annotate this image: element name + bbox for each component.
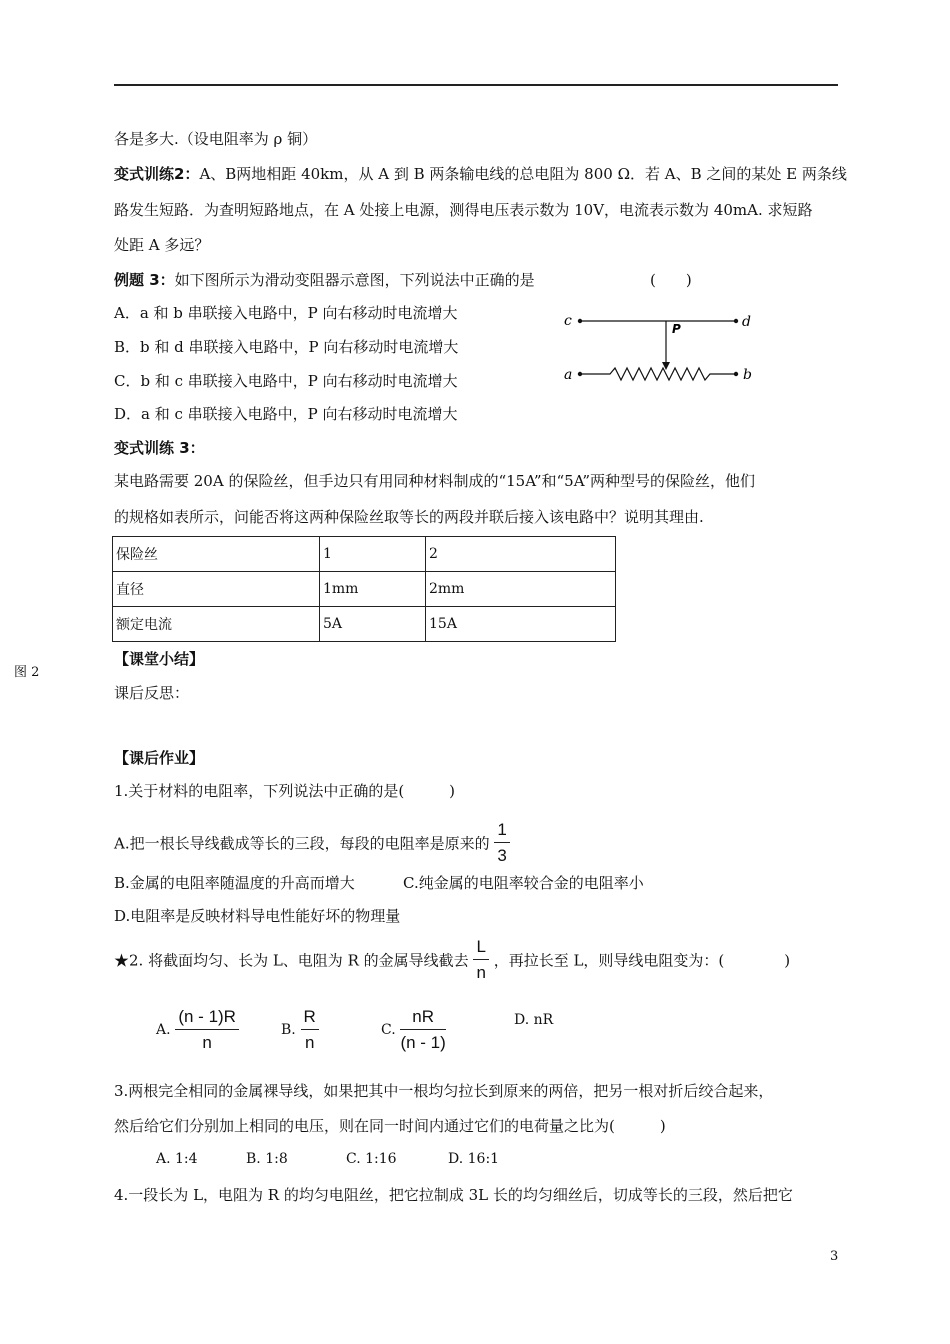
figure-2-label: 图 2 — [14, 665, 40, 680]
q2-option-b — [281, 1007, 319, 1053]
q2-option-b-label: B. — [281, 1022, 296, 1038]
variant2-text1: A、B两地相距 40km，从 A 到 B 两条输电线的总电阻为 800 Ω．若 A、B 之间的某处 E 两条线 — [199, 165, 847, 183]
variant2-label: 变式训练2： — [114, 165, 200, 183]
table-row — [113, 607, 616, 642]
q2-stem-pre: ★2. 将截面均匀、长为 L、电阻为 R 的金属导线截去 — [114, 951, 469, 970]
q3-option-b: B. 1:8 — [246, 1151, 288, 1167]
q1-option-b: B.金属的电阻率随温度的升高而增大 — [114, 874, 355, 892]
q3-line2: 然后给它们分别加上相同的电压，则在同一时间内通过它们的电荷量之比为( ) — [114, 1117, 666, 1135]
rheostat-figure — [560, 306, 760, 386]
top-text: 各是多大.（设电阻率为 ρ 铜） — [114, 130, 318, 148]
l-over-n-fraction — [473, 937, 488, 983]
one-third-fraction — [494, 820, 509, 866]
table-cell: 15A — [426, 607, 616, 642]
q1-option-d: D.电阻率是反映材料导电性能好坏的物理量 — [114, 907, 401, 925]
example3-option-a: A．a 和 b 串联接入电路中，P 向右移动时电流增大 — [114, 304, 458, 322]
q4-line1: 4.一段长为 L，电阻为 R 的均匀电阻丝，把它拉制成 3L 长的均匀细丝后，切成等长的三段，然后把它 — [114, 1186, 793, 1204]
q2-stem — [114, 937, 790, 983]
terminal-a-label: a — [564, 367, 573, 383]
terminal-d-label: d — [742, 314, 751, 330]
table-cell: 2mm — [426, 572, 616, 607]
fraction-denominator: n — [304, 1033, 315, 1052]
q2-option-c — [381, 1007, 446, 1053]
q1-option-a — [114, 820, 510, 866]
example3-question: 如下图所示为滑动变阻器示意图，下列说法中正确的是 — [174, 271, 535, 289]
variant3-line2: 的规格如表所示，问能否将这两种保险丝取等长的两段并联后接入该电路中？说明其理由. — [114, 508, 704, 526]
homework-heading: 【课后作业】 — [114, 749, 205, 767]
example3-option-b: B．b 和 d 串联接入电路中，P 向右移动时电流增大 — [114, 338, 459, 356]
example3-label: 例题 3： — [114, 271, 175, 289]
table-cell: 直径 — [113, 572, 320, 607]
reflection-label: 课后反思： — [114, 684, 190, 702]
table-cell: 5A — [320, 607, 426, 642]
q1-option-a-text: A.把一根长导线截成等长的三段，每段的电阻率是原来的 — [114, 834, 490, 853]
table-cell: 保险丝 — [113, 537, 320, 572]
terminal-c-label: c — [564, 313, 572, 329]
terminal-d-dot — [734, 319, 738, 323]
terminal-b-label: b — [743, 367, 752, 383]
variant3-label: 变式训练 3： — [114, 439, 205, 457]
table-cell: 1 — [320, 537, 426, 572]
table-row — [113, 537, 616, 572]
q2-stem-post: ，再拉长至 L，则导线电阻变为：( ) — [493, 951, 791, 970]
variant2-line1 — [114, 163, 847, 184]
page-number: 3 — [830, 1249, 839, 1264]
q2-option-d: D. nR — [514, 1012, 554, 1028]
q3-option-a: A. 1:4 — [156, 1151, 198, 1167]
fraction-numerator: 1 — [494, 820, 509, 843]
example3-stem — [114, 269, 535, 290]
q3-option-d: D. 16:1 — [448, 1151, 500, 1167]
q2-option-a-label: A. — [156, 1022, 171, 1038]
fraction-denominator: n — [476, 963, 486, 982]
fuse-spec-table — [112, 536, 616, 642]
table-row — [113, 572, 616, 607]
q2-option-c-fraction — [400, 1007, 445, 1053]
q2-option-c-label: C. — [381, 1022, 396, 1038]
q3-option-c: C. 1:16 — [346, 1151, 397, 1167]
variant2-line2: 路发生短路．为查明短路地点，在 A 处接上电源，测得电压表示数为 10V，电流表示数为 40mA. 求短路 — [114, 201, 813, 219]
fraction-denominator: n — [202, 1033, 212, 1052]
table-cell: 2 — [426, 537, 616, 572]
example3-bracket: ( ) — [650, 271, 692, 289]
q1-option-c: C.纯金属的电阻率较合金的电阻率小 — [403, 874, 644, 892]
table-cell: 额定电流 — [113, 607, 320, 642]
example3-option-c: C．b 和 c 串联接入电路中，P 向右移动时电流增大 — [114, 372, 458, 390]
fraction-denominator: (n - 1) — [400, 1033, 446, 1052]
variant2-line3: 处距 A 多远？ — [114, 236, 210, 254]
fraction-numerator: R — [301, 1007, 319, 1030]
q2-option-a — [156, 1007, 239, 1053]
fraction-numerator: L — [473, 937, 488, 960]
fraction-denominator: 3 — [497, 846, 507, 865]
variant3-line1: 某电路需要 20A 的保险丝，但手边只有用同种材料制成的“15A”和“5A”两种型号的保险丝，他们 — [114, 472, 756, 490]
slider-p-label: P — [672, 322, 681, 336]
q2-option-a-fraction — [175, 1007, 239, 1053]
terminal-b-dot — [734, 372, 738, 376]
q3-line1: 3.两根完全相同的金属裸导线，如果把其中一根均匀拉长到原来的两倍，把另一根对折后绞合起来， — [114, 1082, 774, 1100]
header-rule — [114, 84, 838, 86]
summary-heading: 【课堂小结】 — [114, 650, 205, 668]
fraction-numerator: (n - 1)R — [175, 1007, 239, 1030]
resistance-coil — [580, 368, 736, 380]
q1-stem: 1.关于材料的电阻率，下列说法中正确的是( ) — [114, 782, 456, 800]
fraction-numerator: nR — [400, 1007, 445, 1030]
q2-option-b-fraction — [301, 1007, 319, 1053]
example3-option-d: D．a 和 c 串联接入电路中，P 向右移动时电流增大 — [114, 405, 458, 423]
table-cell: 1mm — [320, 572, 426, 607]
